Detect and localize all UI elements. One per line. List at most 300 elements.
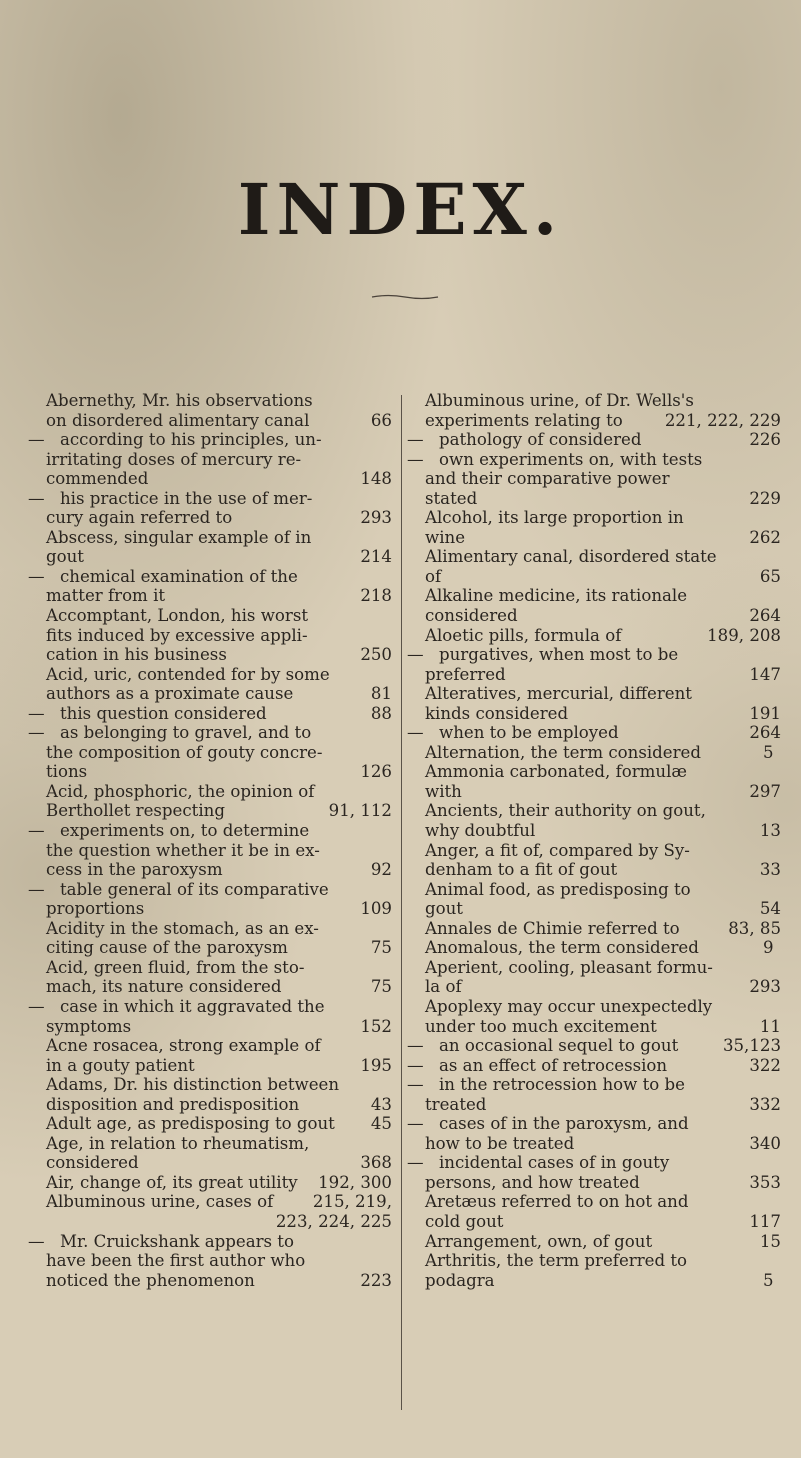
index-entry bbox=[425, 1056, 781, 1076]
index-entry-line bbox=[46, 645, 392, 665]
entry-text bbox=[46, 1172, 298, 1193]
entry-text bbox=[439, 1153, 670, 1173]
entry-text-content: of bbox=[425, 566, 442, 586]
entry-text-content: Alternation, the term considered bbox=[425, 742, 701, 762]
page-number: 221, 222, 229 bbox=[664, 410, 781, 430]
entry-text bbox=[425, 1192, 689, 1212]
entry-text bbox=[46, 547, 84, 567]
index-entry-line bbox=[425, 879, 781, 900]
index-entry-line bbox=[425, 488, 781, 509]
entry-text bbox=[46, 957, 305, 978]
entry-text bbox=[60, 723, 312, 743]
entry-text-content: commended bbox=[46, 469, 149, 489]
entry-text bbox=[46, 1075, 340, 1095]
index-entry-line bbox=[425, 840, 781, 861]
entry-text-content: experiments on, to determine bbox=[60, 821, 310, 841]
entry-text-content: podagra bbox=[425, 1270, 495, 1290]
index-entry-line bbox=[46, 1114, 392, 1134]
page-number: 81 bbox=[370, 684, 392, 704]
index-entry bbox=[425, 450, 781, 509]
index-entry bbox=[425, 1192, 781, 1231]
entry-text-content: Arrangement, own, of gout bbox=[425, 1231, 653, 1251]
index-entry-line bbox=[439, 430, 781, 450]
index-entry-line bbox=[425, 1133, 781, 1154]
index-entry bbox=[425, 880, 781, 919]
repeat-dash bbox=[46, 489, 60, 509]
index-entry bbox=[46, 1232, 392, 1291]
page-number: 226 bbox=[749, 430, 781, 450]
index-entry-line bbox=[46, 1270, 392, 1291]
index-entry bbox=[46, 821, 392, 880]
index-entry bbox=[425, 1232, 781, 1252]
entry-text bbox=[425, 996, 713, 1017]
entry-text bbox=[46, 1251, 306, 1271]
entry-text-content: Acidity in the stomach, as an ex- bbox=[46, 918, 319, 938]
index-entry-line bbox=[425, 410, 781, 431]
entry-text-content: under too much excitement bbox=[425, 1016, 657, 1036]
repeat-dash bbox=[425, 1056, 439, 1076]
entry-text bbox=[46, 1133, 310, 1154]
entry-text bbox=[46, 742, 323, 763]
index-entry-line bbox=[439, 1114, 781, 1134]
entry-text-content: this question considered bbox=[60, 703, 267, 723]
entry-text bbox=[46, 606, 309, 626]
entry-text bbox=[425, 899, 463, 919]
page-number: 368 bbox=[360, 1153, 392, 1173]
index-entry-line bbox=[439, 645, 781, 665]
entry-text-content: proportions bbox=[46, 899, 145, 919]
index-entry-line bbox=[46, 957, 392, 978]
title-ornament bbox=[370, 294, 440, 300]
entry-text-content: experiments relating to bbox=[425, 410, 623, 430]
index-entry bbox=[425, 997, 781, 1036]
entry-text bbox=[439, 645, 679, 665]
entry-text-content: Alkaline medicine, its rationale bbox=[425, 586, 688, 606]
page-number: 223, 224, 225 bbox=[275, 1211, 392, 1231]
index-entry bbox=[425, 762, 781, 801]
index-entry bbox=[425, 919, 781, 939]
index-entry-line bbox=[46, 860, 392, 880]
entry-text bbox=[425, 547, 717, 567]
entry-text bbox=[425, 664, 506, 685]
entry-text-content: Apoplexy may occur unexpectedly bbox=[425, 996, 713, 1016]
entry-text-content: pathology of considered bbox=[439, 430, 642, 450]
index-entry-line bbox=[425, 1094, 781, 1115]
entry-text bbox=[425, 469, 670, 489]
index-entry bbox=[425, 743, 781, 763]
entry-text bbox=[46, 449, 302, 470]
entry-text-content: on disordered alimentary canal bbox=[46, 410, 310, 430]
page-number: 15 bbox=[759, 1231, 781, 1251]
entry-text bbox=[439, 723, 619, 743]
entry-text-content: an occasional sequel to gout bbox=[439, 1036, 679, 1056]
entry-text bbox=[46, 508, 233, 528]
entry-text bbox=[425, 1270, 495, 1291]
index-entry bbox=[46, 958, 392, 997]
entry-text-content: why doubtful bbox=[425, 821, 536, 841]
index-entry bbox=[46, 1114, 392, 1134]
entry-text bbox=[425, 586, 688, 606]
entry-text-content: Ancients, their authority on gout, bbox=[425, 801, 706, 821]
entry-text bbox=[425, 938, 699, 958]
index-entry bbox=[46, 880, 392, 919]
entry-text-content: table general of its comparative bbox=[60, 879, 329, 899]
page-number: 45 bbox=[370, 1114, 392, 1134]
entry-text-content: Accomptant, London, his worst bbox=[46, 606, 309, 626]
index-entry-line bbox=[60, 821, 392, 841]
entry-text bbox=[425, 1172, 640, 1193]
page-number: 264 bbox=[749, 723, 781, 743]
repeat-dash bbox=[46, 880, 60, 900]
index-entry-line bbox=[60, 723, 392, 743]
page-number: 54 bbox=[759, 899, 781, 919]
index-entry-line bbox=[425, 1016, 781, 1037]
entry-text bbox=[46, 1036, 321, 1056]
index-entry-line bbox=[46, 391, 392, 411]
index-entry-line bbox=[425, 957, 781, 978]
page-number: 293 bbox=[749, 977, 781, 997]
entry-text-content: cury again referred to bbox=[46, 508, 233, 528]
index-entry-line bbox=[439, 449, 781, 470]
entry-text-content: Berthollet respecting bbox=[46, 801, 225, 821]
page-number: 109 bbox=[360, 899, 392, 919]
entry-text bbox=[425, 391, 694, 411]
index-entry-line bbox=[46, 547, 392, 567]
page-number: 65 bbox=[759, 566, 781, 586]
entry-text bbox=[46, 625, 308, 646]
index-entry-line bbox=[46, 1036, 392, 1056]
entry-text-content: Mr. Cruickshank appears to bbox=[60, 1231, 294, 1251]
repeat-dash bbox=[46, 723, 60, 743]
index-entry bbox=[425, 645, 781, 684]
index-entry-line bbox=[425, 821, 781, 841]
entry-text bbox=[46, 1270, 255, 1291]
entry-text bbox=[425, 1231, 653, 1252]
index-entry bbox=[425, 586, 781, 625]
entry-text-content: noticed the phenomenon bbox=[46, 1270, 255, 1290]
entry-text-content: Acid, uric, contended for by some bbox=[46, 664, 330, 684]
index-entry-line: Alternation, the term considered 5 bbox=[425, 742, 774, 762]
repeat-dash bbox=[425, 723, 439, 743]
entry-text-content: in a gouty patient bbox=[46, 1055, 195, 1075]
entry-text bbox=[60, 879, 329, 900]
index-entry bbox=[46, 567, 392, 606]
index-entry bbox=[46, 919, 392, 958]
index-entry bbox=[46, 1075, 392, 1114]
entry-text-content: gout bbox=[46, 547, 84, 567]
entry-text-content: Animal food, as predisposing to bbox=[425, 879, 691, 899]
entry-text-content: citing cause of the paroxysm bbox=[46, 938, 288, 958]
repeat-dash bbox=[425, 1036, 439, 1056]
entry-text-content: stated bbox=[425, 488, 478, 508]
index-entry-line bbox=[46, 625, 392, 646]
entry-text-content: Anomalous, the term considered bbox=[425, 938, 699, 958]
entry-text bbox=[46, 1094, 300, 1115]
index-entry-line bbox=[425, 1251, 781, 1271]
index-entry-line bbox=[425, 1211, 781, 1232]
page-number: 13 bbox=[759, 821, 781, 841]
entry-text-content: Alimentary canal, disordered state bbox=[425, 547, 717, 567]
page-number: 195 bbox=[360, 1055, 392, 1075]
index-entry-line bbox=[60, 703, 392, 724]
index-entry bbox=[46, 1192, 392, 1231]
entry-text-content: the question whether it be in ex- bbox=[46, 840, 320, 860]
entry-text-content: Albuminous urine, cases of bbox=[46, 1192, 274, 1212]
page-number: 223 bbox=[360, 1270, 392, 1290]
entry-text bbox=[425, 977, 462, 997]
entry-text-content: considered bbox=[46, 1153, 139, 1173]
entry-text bbox=[425, 488, 478, 509]
index-entry-line bbox=[46, 508, 392, 528]
entry-text-content: purgatives, when most to be bbox=[439, 645, 679, 665]
entry-text-content: chemical examination of the bbox=[60, 566, 298, 586]
page-number: 353 bbox=[749, 1172, 781, 1192]
entry-text bbox=[425, 762, 687, 782]
entry-text bbox=[60, 1231, 294, 1252]
index-entry bbox=[425, 1075, 781, 1114]
page-number: 91, 112 bbox=[328, 801, 392, 821]
entry-text-content: with bbox=[425, 781, 462, 801]
entry-text bbox=[46, 1192, 274, 1212]
entry-text-content: Abernethy, Mr. his observations bbox=[46, 391, 313, 410]
entry-text bbox=[46, 781, 315, 802]
entry-text bbox=[425, 781, 462, 802]
entry-text bbox=[439, 1036, 679, 1056]
index-entry-line bbox=[425, 508, 781, 528]
page-number: 340 bbox=[749, 1133, 781, 1153]
entry-text-content: when to be employed bbox=[439, 723, 619, 743]
entry-text-content: in the retrocession how to be bbox=[439, 1075, 685, 1095]
page-number: 88 bbox=[370, 703, 392, 723]
index-entry bbox=[425, 547, 781, 586]
page-number: 11 bbox=[759, 1016, 781, 1036]
index-entry-line bbox=[46, 1055, 392, 1076]
index-entry-line bbox=[425, 547, 781, 567]
entry-text-content: irritating doses of mercury re- bbox=[46, 449, 302, 469]
index-entry bbox=[425, 626, 781, 646]
entry-text-content: la of bbox=[425, 977, 462, 997]
entry-text-content: Abscess, singular example of in bbox=[46, 527, 312, 547]
repeat-dash bbox=[425, 450, 439, 470]
index-entry-line: Anomalous, the term considered 9 bbox=[425, 938, 774, 958]
index-entry bbox=[46, 997, 392, 1036]
entry-text-content: Air, change of, its great utility bbox=[46, 1172, 298, 1192]
index-entry-line bbox=[439, 1055, 781, 1076]
index-entry bbox=[46, 528, 392, 567]
entry-text bbox=[425, 860, 618, 880]
index-entry-line bbox=[46, 1192, 392, 1212]
entry-text-content: considered bbox=[425, 606, 518, 626]
entry-text bbox=[425, 527, 466, 548]
entry-text bbox=[425, 742, 701, 763]
index-entry-line bbox=[425, 586, 781, 606]
index-entry-line bbox=[60, 430, 392, 450]
entry-text bbox=[425, 703, 569, 724]
entry-text-content: cases of in the paroxysm, and bbox=[439, 1114, 689, 1134]
index-entry-line bbox=[439, 723, 781, 743]
index-entry-line bbox=[425, 606, 781, 626]
index-entry bbox=[46, 723, 392, 782]
entry-text-content: as an effect of retrocession bbox=[439, 1055, 668, 1075]
index-entry-line bbox=[46, 586, 392, 606]
entry-text bbox=[46, 840, 320, 861]
index-entry-line bbox=[425, 1231, 781, 1252]
page-number: 215, 219, bbox=[312, 1192, 392, 1212]
entry-text-content: as belonging to gravel, and to bbox=[60, 723, 312, 743]
repeat-dash bbox=[425, 1114, 439, 1134]
index-entry bbox=[425, 684, 781, 723]
index-entry-line bbox=[425, 860, 781, 880]
entry-text bbox=[425, 801, 706, 821]
entry-text bbox=[439, 449, 703, 470]
index-entry-line bbox=[439, 1036, 781, 1056]
entry-text bbox=[439, 1114, 689, 1134]
index-entry-line bbox=[46, 938, 392, 958]
page-number: 192, 300 bbox=[318, 1172, 392, 1192]
entry-text bbox=[46, 664, 330, 685]
index-entry bbox=[46, 391, 392, 430]
entry-text-content: Aretæus referred to on hot and bbox=[425, 1192, 689, 1212]
entry-text bbox=[46, 527, 312, 548]
index-entry-line bbox=[425, 469, 781, 489]
entry-text-content: Alteratives, mercurial, different bbox=[425, 684, 692, 704]
index-entry bbox=[425, 1153, 781, 1192]
entry-text-content: Albuminous urine, of Dr. Wells's bbox=[425, 391, 694, 410]
index-entry-line bbox=[46, 410, 392, 431]
page-number: 229 bbox=[749, 488, 781, 508]
index-entry-line bbox=[46, 762, 392, 782]
entry-text bbox=[439, 1055, 668, 1076]
index-entry-line bbox=[46, 606, 392, 626]
page-number: 264 bbox=[749, 606, 781, 626]
index-entry bbox=[46, 665, 392, 704]
entry-text bbox=[46, 1016, 132, 1037]
entry-text-content: Acne rosacea, strong example of bbox=[46, 1036, 321, 1056]
index-entry-line bbox=[425, 684, 781, 704]
index-entry-line bbox=[425, 996, 781, 1017]
page-number: 148 bbox=[360, 469, 392, 489]
page-number: 332 bbox=[749, 1094, 781, 1114]
entry-text bbox=[425, 957, 713, 978]
entry-text bbox=[425, 684, 692, 704]
entry-text-content: how to be treated bbox=[425, 1133, 575, 1153]
entry-text bbox=[46, 1114, 335, 1134]
page-number: 152 bbox=[360, 1016, 392, 1036]
repeat-dash bbox=[46, 821, 60, 841]
index-entry-line bbox=[46, 664, 392, 685]
index-entry-line: podagra 5 bbox=[425, 1270, 774, 1290]
entry-text bbox=[425, 1094, 487, 1115]
entry-text-content: gout bbox=[425, 899, 463, 919]
page-number: 35,123 bbox=[722, 1036, 781, 1056]
repeat-dash bbox=[46, 430, 60, 450]
index-entry-line bbox=[425, 918, 781, 939]
page-number: 250 bbox=[360, 645, 392, 665]
entry-text-content: Aperient, cooling, pleasant formu- bbox=[425, 957, 713, 977]
entry-text bbox=[60, 996, 325, 1017]
index-entry bbox=[46, 782, 392, 821]
entry-text bbox=[425, 840, 690, 861]
entry-text-content: cation in his business bbox=[46, 645, 227, 665]
entry-text bbox=[425, 1251, 688, 1271]
index-entry-line bbox=[60, 996, 392, 1017]
page-number: 75 bbox=[370, 938, 392, 958]
entry-text-content: cold gout bbox=[425, 1211, 504, 1231]
index-entry-line bbox=[60, 566, 392, 587]
index-entry-line bbox=[46, 1153, 392, 1173]
entry-text-content: cess in the paroxysm bbox=[46, 860, 223, 880]
index-entry-line bbox=[425, 1172, 781, 1193]
entry-text bbox=[46, 938, 288, 958]
index-entry bbox=[46, 606, 392, 665]
page-number: 214 bbox=[360, 547, 392, 567]
index-column-left bbox=[46, 391, 392, 1290]
index-entry-line bbox=[46, 684, 392, 704]
index-entry bbox=[425, 1036, 781, 1056]
entry-text-content: tions bbox=[46, 762, 88, 782]
entry-text-content: preferred bbox=[425, 664, 506, 684]
index-entry-line bbox=[425, 625, 781, 646]
index-entry-line bbox=[46, 527, 392, 548]
entry-text-content: Anger, a fit of, compared by Sy- bbox=[425, 840, 690, 860]
entry-text-content: according to his principles, un- bbox=[60, 430, 322, 450]
index-entry bbox=[425, 841, 781, 880]
entry-text bbox=[60, 430, 322, 450]
repeat-dash bbox=[46, 567, 60, 587]
index-entry-line bbox=[46, 977, 392, 997]
index-entry-line bbox=[425, 703, 781, 724]
entry-text-content: mach, its nature considered bbox=[46, 977, 282, 997]
page-title: INDEX. bbox=[237, 168, 564, 251]
repeat-dash bbox=[46, 704, 60, 724]
entry-text-content: Acid, phosphoric, the opinion of bbox=[46, 781, 315, 801]
entry-text bbox=[46, 684, 294, 704]
index-entry-line bbox=[439, 1075, 781, 1095]
index-entry bbox=[46, 1134, 392, 1173]
index-entry bbox=[425, 430, 781, 450]
entry-text-content: treated bbox=[425, 1094, 487, 1114]
page-number: 75 bbox=[370, 977, 392, 997]
index-entry-line bbox=[46, 742, 392, 763]
entry-text-content: Adult age, as predisposing to gout bbox=[46, 1114, 335, 1134]
page-number: 43 bbox=[370, 1094, 392, 1114]
page-number: 126 bbox=[360, 762, 392, 782]
entry-text bbox=[46, 586, 166, 606]
index-entry-line bbox=[60, 879, 392, 900]
index-entry-line bbox=[46, 1016, 392, 1037]
index-entry bbox=[425, 1251, 781, 1290]
entry-text-content: persons, and how treated bbox=[425, 1172, 640, 1192]
index-entry bbox=[425, 958, 781, 997]
entry-text bbox=[46, 391, 313, 411]
entry-text bbox=[46, 645, 227, 665]
index-entry bbox=[425, 723, 781, 743]
entry-text bbox=[60, 488, 313, 509]
entry-text-content: Age, in relation to rheumatism, bbox=[46, 1133, 310, 1153]
entry-text bbox=[425, 606, 518, 626]
repeat-dash bbox=[425, 1153, 439, 1173]
entry-text-content: authors as a proximate cause bbox=[46, 684, 294, 704]
index-entry bbox=[425, 508, 781, 547]
entry-text-content: Arthritis, the term preferred to bbox=[425, 1251, 688, 1271]
index-entry-line bbox=[46, 1251, 392, 1271]
page-number: 293 bbox=[360, 508, 392, 528]
entry-text-content: fits induced by excessive appli- bbox=[46, 625, 308, 645]
entry-text bbox=[425, 1211, 504, 1232]
entry-text-content: Ammonia carbonated, formulæ bbox=[425, 762, 687, 782]
index-entry-line bbox=[425, 977, 781, 997]
page-number: 297 bbox=[749, 781, 781, 801]
